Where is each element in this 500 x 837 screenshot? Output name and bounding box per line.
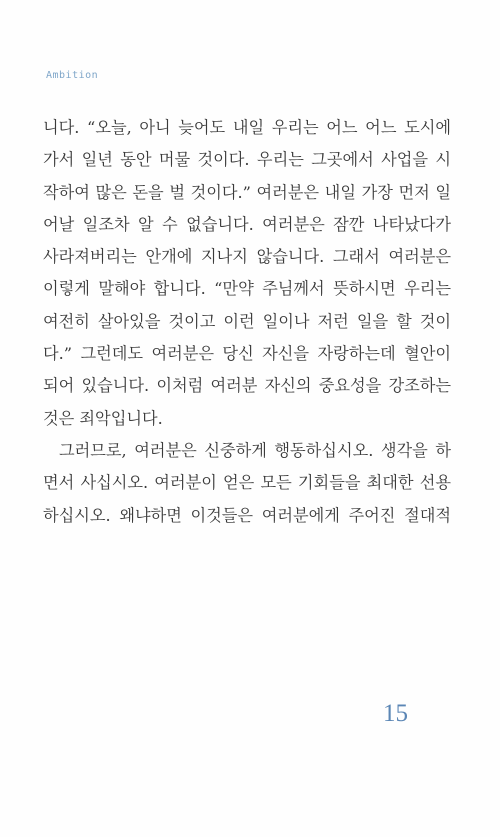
text-line: 사라져버리는 안개에 지나지 않습니다. 그래서 여러분은: [43, 247, 451, 267]
text-line: 다.” 그런데도 여러분은 당신 자신을 자랑하는데 혈안이: [43, 344, 451, 364]
body-text: [43, 112, 451, 532]
text-line: 작하여 많은 돈을 벌 것이다.” 여러분은 내일 가장 먼저 일: [43, 182, 451, 202]
text-line: 니다. “오늘, 아니 늦어도 내일 우리는 어느 어느 도시에: [43, 118, 451, 137]
paragraph-end-line: 것은 죄악입니다.: [43, 408, 163, 428]
text-line: 하십시오. 왜냐하면 이것들은 여러분에게 주어진 절대적: [43, 505, 451, 525]
text-line: 여전히 살아있을 것이고 이런 일이나 저런 일을 할 것이: [43, 311, 451, 331]
text-line: 이렇게 말해야 합니다. “만약 주님께서 뜻하시면 우리는: [43, 279, 451, 299]
running-header: Ambition: [46, 70, 99, 81]
page-number: 15: [383, 700, 408, 727]
text-line: 어날 일조차 알 수 없습니다. 여러분은 잠깐 나타났다가: [43, 214, 451, 234]
paragraph-first-line: 그러므로, 여러분은 신중하게 행동하십시오. 생각을 하: [59, 440, 451, 460]
text-line: 가서 일년 동안 머물 것이다. 우리는 그곳에서 사업을 시: [43, 150, 451, 170]
text-line: 면서 사십시오. 여러분이 얻은 모든 기회들을 최대한 선용: [43, 473, 451, 493]
text-line: 되어 있습니다. 이처럼 여러분 자신의 중요성을 강조하는: [43, 376, 451, 396]
